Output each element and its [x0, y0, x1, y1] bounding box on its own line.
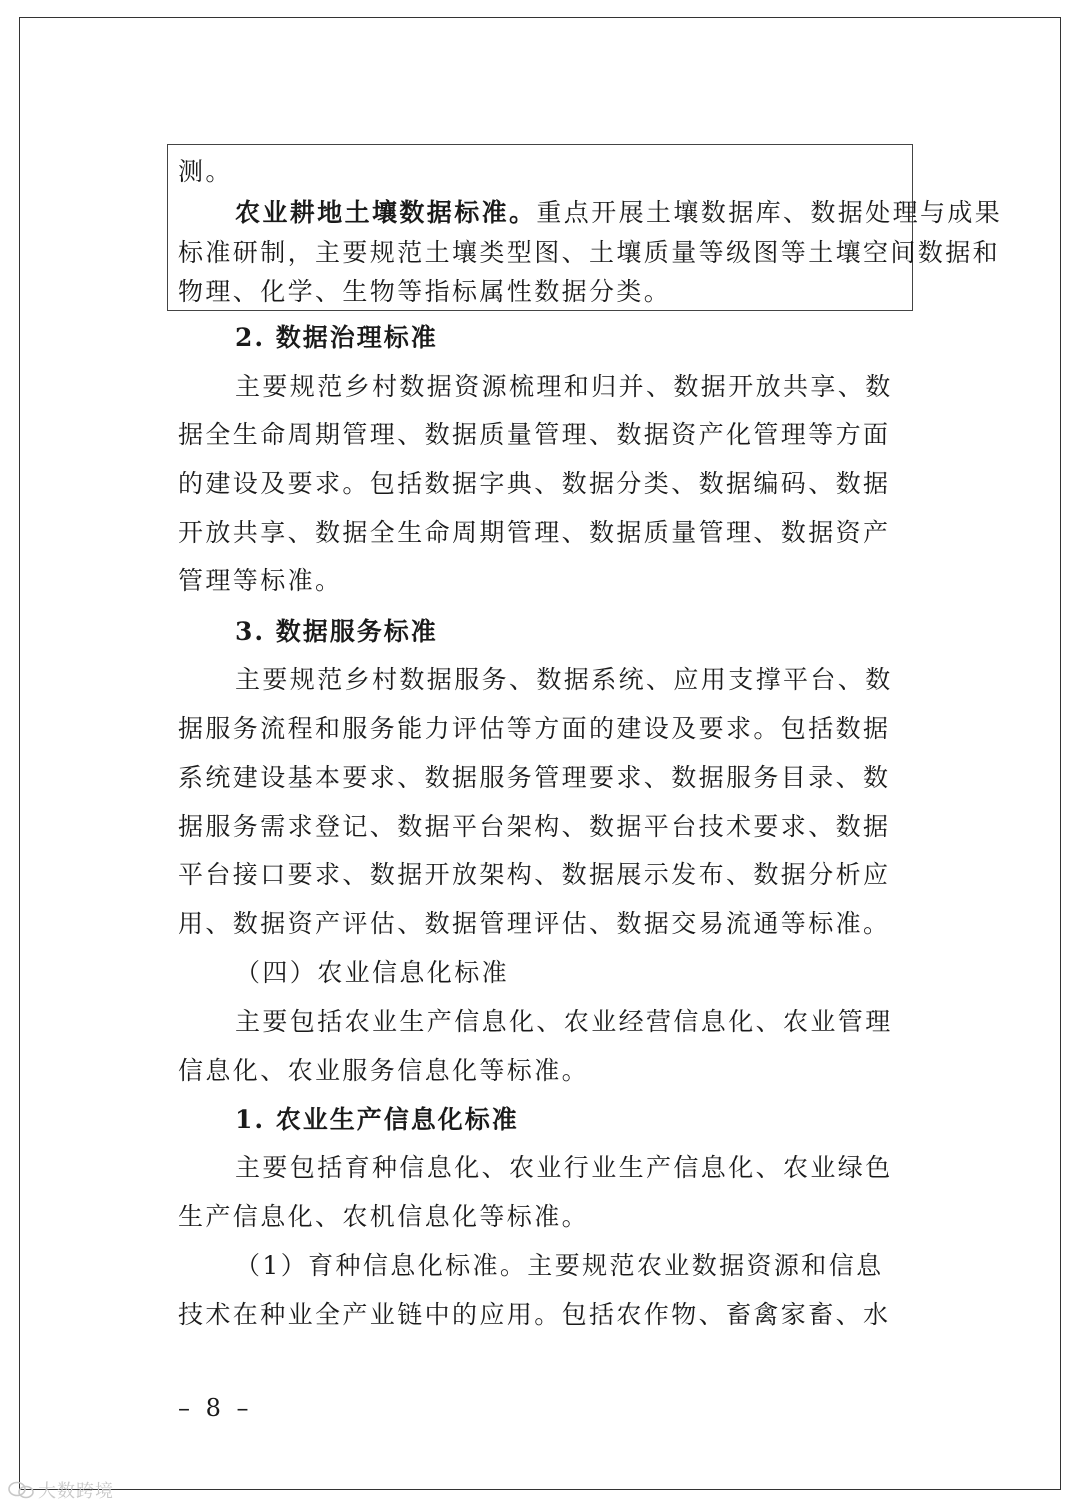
- chat-bubble-icon: [8, 1481, 34, 1499]
- box-paragraph-rest: 重点开展土壤数据库、数据处理与成果: [536, 198, 1003, 227]
- section-2-line: 的建设及要求。包括数据字典、数据分类、数据编码、数据: [178, 469, 891, 498]
- box-paragraph-line-1: [235, 198, 1002, 228]
- watermark-text: 大数跨境: [38, 1481, 114, 1502]
- section-4-heading: （四）农业信息化标准: [235, 958, 510, 987]
- section-4-line: 信息化、农业服务信息化等标准。: [178, 1056, 590, 1085]
- section-4-1-line: 主要包括育种信息化、农业行业生产信息化、农业绿色: [235, 1153, 893, 1182]
- section-2-line: 开放共享、数据全生命周期管理、数据质量管理、数据资产: [178, 518, 891, 547]
- section-2-line: 主要规范乡村数据资源梳理和归并、数据开放共享、数: [235, 372, 893, 401]
- section-3-line: 据服务流程和服务能力评估等方面的建设及要求。包括数据: [178, 714, 891, 743]
- section-3-line: 主要规范乡村数据服务、数据系统、应用支撑平台、数: [235, 665, 893, 694]
- page-number: – 8 –: [178, 1394, 253, 1422]
- section-4-line: 主要包括农业生产信息化、农业经营信息化、农业管理: [235, 1007, 893, 1036]
- box-paragraph-line-3: 物理、化学、生物等指标属性数据分类。: [178, 277, 672, 306]
- section-3-line: 据服务需求登记、数据平台架构、数据平台技术要求、数据: [178, 812, 891, 841]
- box-bold-term: 农业耕地土壤数据标准。: [235, 198, 537, 227]
- section-4-1-line: 生产信息化、农机信息化等标准。: [178, 1202, 590, 1231]
- section-3-line: 用、数据资产评估、数据管理评估、数据交易流通等标准。: [178, 909, 891, 938]
- watermark: [8, 1477, 114, 1503]
- section-2-heading: 2. 数据治理标准: [235, 323, 438, 352]
- section-4-1-1-line: （1）育种信息化标准。主要规范农业数据资源和信息: [235, 1251, 884, 1280]
- box-line-1: 测。: [178, 157, 233, 186]
- section-4-1-heading: 1. 农业生产信息化标准: [235, 1105, 519, 1134]
- section-3-line: 平台接口要求、数据开放架构、数据展示发布、数据分析应: [178, 860, 891, 889]
- section-3-line: 系统建设基本要求、数据服务管理要求、数据服务目录、数: [178, 763, 891, 792]
- section-3-heading: 3. 数据服务标准: [235, 617, 438, 646]
- section-2-line: 管理等标准。: [178, 566, 343, 595]
- section-2-line: 据全生命周期管理、数据质量管理、数据资产化管理等方面: [178, 420, 891, 449]
- box-paragraph-line-2: 标准研制，主要规范土壤类型图、土壤质量等级图等土壤空间数据和: [178, 238, 1001, 267]
- section-4-1-1-line: 技术在种业全产业链中的应用。包括农作物、畜禽家畜、水: [178, 1300, 891, 1329]
